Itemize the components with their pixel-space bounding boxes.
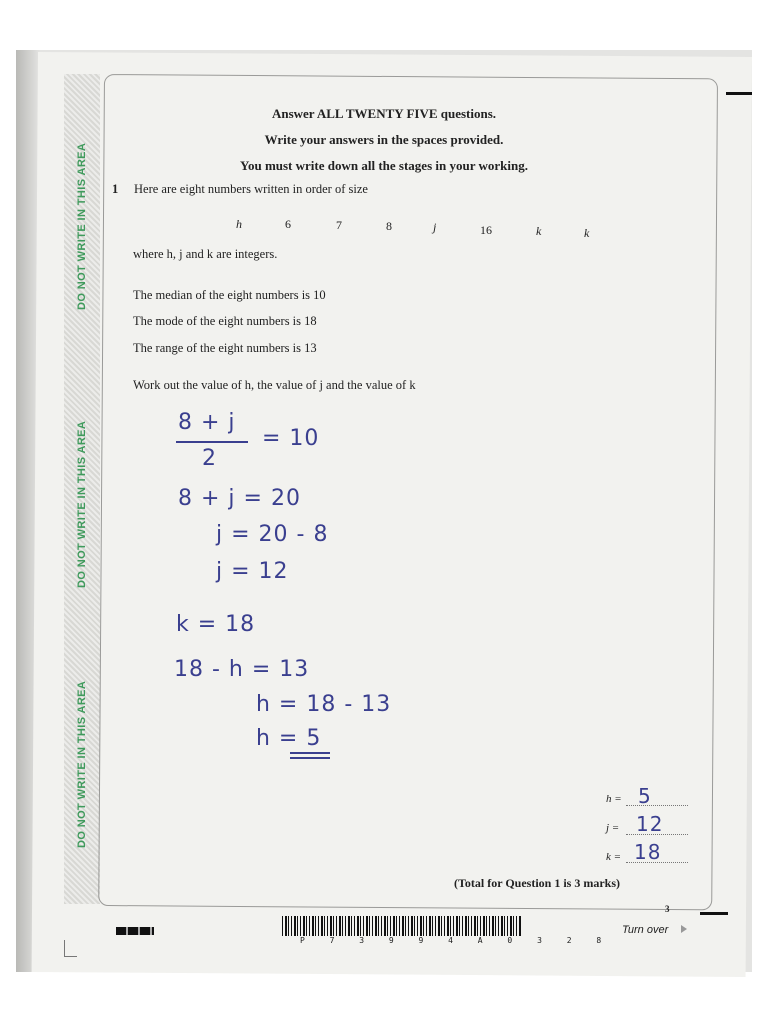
header-line-1: Answer ALL TWENTY FIVE questions.	[271, 106, 497, 121]
working-fraction-denominator: 2	[202, 446, 217, 471]
barcode-number: P 7 3 9 9 4 A 0 3 2 8	[300, 936, 612, 945]
answer-label-h: h =	[606, 793, 622, 805]
edge-mark	[726, 92, 752, 95]
working-step-3: j = 20 - 8	[216, 522, 329, 547]
fact-mode: The mode of the eight numbers is 18	[133, 314, 317, 328]
answer-value-k[interactable]: 18	[634, 840, 662, 864]
working-step-8: h = 5	[256, 726, 322, 751]
answer-value-h[interactable]: 5	[638, 784, 652, 808]
registration-mark	[116, 927, 154, 935]
fact-range: The range of the eight numbers is 13	[133, 341, 317, 355]
header-line-2: Write your answers in the spaces provided.	[264, 132, 504, 147]
fraction-bar	[176, 441, 248, 443]
arrow-right-icon	[681, 925, 687, 933]
underline	[290, 752, 330, 754]
crop-corner-mark	[64, 940, 77, 957]
working-fraction-numerator: 8 + j	[178, 410, 236, 435]
underline	[290, 757, 330, 759]
fact-median: The median of the eight numbers is 10	[133, 288, 326, 302]
task-instruction: Work out the value of h, the value of j and the value of k	[133, 378, 416, 392]
sequence-item: j	[433, 220, 437, 234]
sequence-item: k	[536, 224, 542, 238]
sequence-item: 6	[285, 217, 291, 231]
sequence-item: 8	[386, 219, 392, 233]
sequence-item: h	[236, 217, 242, 231]
question-intro: Here are eight numbers written in order of size	[134, 182, 368, 196]
answer-label-k: k =	[606, 851, 622, 863]
answer-line	[626, 805, 688, 806]
answer-line	[626, 834, 688, 835]
answer-label-j: j =	[606, 822, 620, 834]
question-number: 1	[112, 182, 119, 196]
turn-over-label: Turn over	[622, 924, 669, 936]
sequence-item: k	[584, 226, 590, 240]
working-step-7: h = 18 - 13	[256, 692, 392, 717]
integer-condition: where h, j and k are integers.	[133, 247, 278, 261]
working-step-5: k = 18	[176, 612, 256, 637]
sequence-item: 7	[336, 218, 342, 232]
answer-line	[626, 862, 688, 863]
working-step-6: 18 - h = 13	[174, 657, 310, 682]
total-marks: (Total for Question 1 is 3 marks)	[454, 876, 621, 890]
header-line-3: You must write down all the stages in your working.	[240, 158, 528, 173]
sequence-item: 16	[480, 223, 492, 237]
margin-warning-2: DO NOT WRITE IN THIS AREA	[76, 420, 88, 588]
working-step-2: 8 + j = 20	[178, 486, 301, 511]
answer-value-j[interactable]: 12	[636, 812, 664, 836]
barcode	[282, 916, 522, 936]
working-step-4: j = 12	[216, 559, 289, 584]
edge-mark	[700, 912, 728, 915]
margin-warning-3: DO NOT WRITE IN THIS AREA	[76, 680, 88, 848]
margin-warning-1: DO NOT WRITE IN THIS AREA	[76, 142, 88, 310]
page-number: 3	[665, 904, 670, 914]
working-fraction-result: = 10	[262, 426, 320, 451]
